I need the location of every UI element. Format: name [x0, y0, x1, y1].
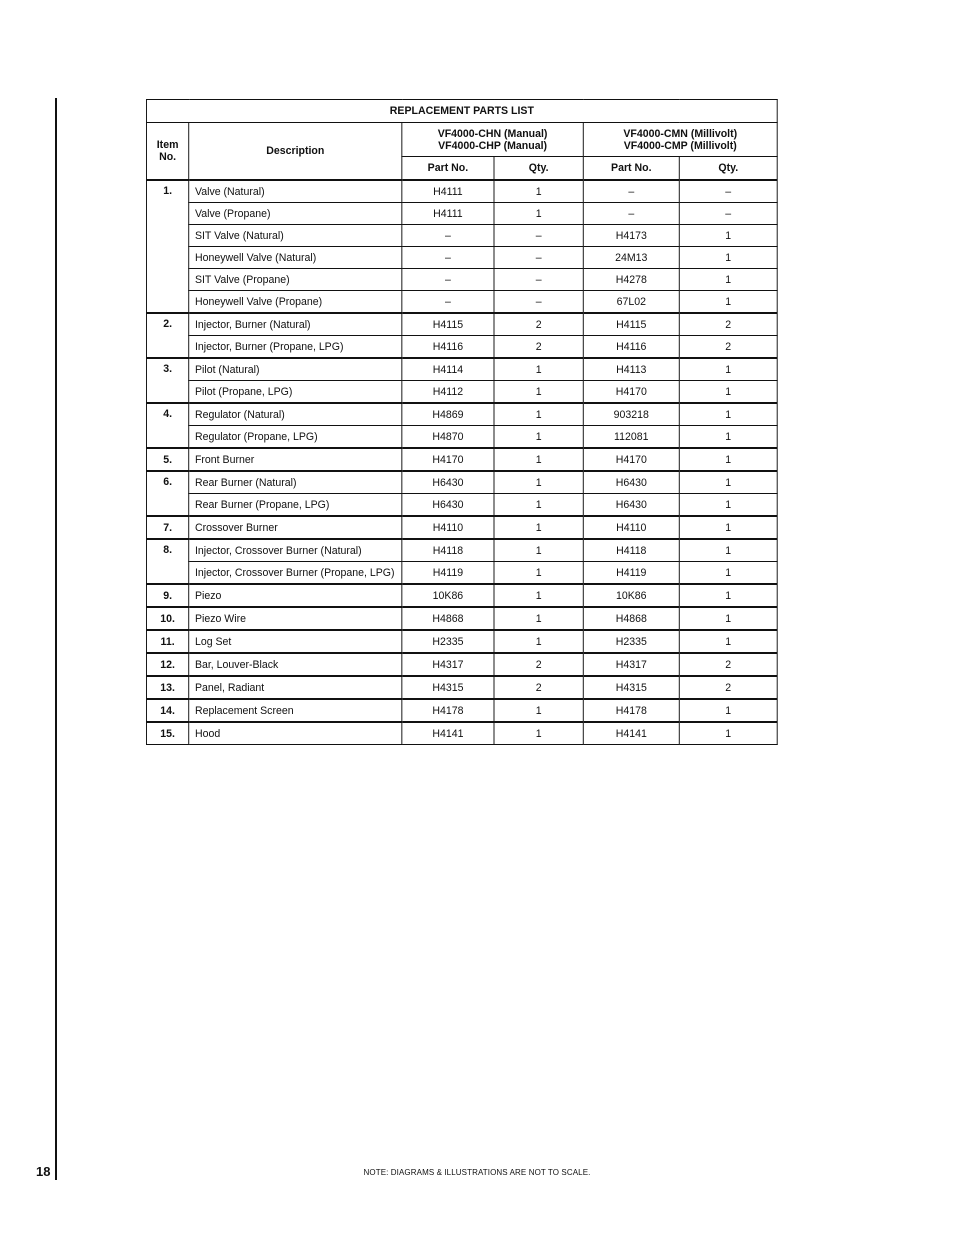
millivolt-qty: 2	[679, 336, 777, 359]
part-description: Bar, Louver-Black	[189, 653, 402, 676]
manual-part-no: H4110	[402, 516, 494, 539]
millivolt-qty: 1	[679, 699, 777, 722]
millivolt-part-no: H4116	[583, 336, 679, 359]
millivolt-qty: 1	[679, 516, 777, 539]
manual-qty: 1	[494, 539, 583, 562]
manual-part-no-header: Part No.	[402, 157, 494, 181]
item-number: 11.	[146, 630, 188, 653]
table-row	[146, 722, 777, 745]
item-number: 1.	[146, 180, 188, 313]
manual-part-no: H4178	[402, 699, 494, 722]
part-description: Front Burner	[189, 448, 402, 471]
millivolt-qty: 2	[679, 676, 777, 699]
manual-model-chn: VF4000-CHN (Manual)	[437, 127, 548, 140]
manual-part-no: H4870	[402, 426, 494, 449]
part-description: Honeywell Valve (Natural)	[189, 247, 402, 269]
item-number: 6.	[146, 471, 188, 516]
millivolt-part-no: H4119	[583, 562, 679, 585]
manual-part-no: H2335	[402, 630, 494, 653]
table-row	[146, 699, 777, 722]
millivolt-models-header	[583, 123, 777, 157]
manual-qty: 1	[494, 471, 583, 494]
table-row	[146, 539, 777, 562]
table-row	[146, 448, 777, 471]
manual-qty: –	[494, 291, 583, 314]
table-row	[146, 494, 777, 517]
item-number: 2.	[146, 313, 188, 358]
part-description: Crossover Burner	[189, 516, 402, 539]
table-row	[146, 607, 777, 630]
manual-qty: 1	[494, 516, 583, 539]
table-row	[146, 426, 777, 449]
millivolt-part-no-header: Part No.	[583, 157, 679, 181]
part-description: Injector, Crossover Burner (Natural)	[189, 539, 402, 562]
millivolt-part-no: H4317	[583, 653, 679, 676]
millivolt-part-no: H4278	[583, 269, 679, 291]
item-number: 14.	[146, 699, 188, 722]
part-description: Panel, Radiant	[189, 676, 402, 699]
parts-table-body	[146, 180, 777, 745]
millivolt-qty: 1	[679, 471, 777, 494]
manual-qty: 1	[494, 699, 583, 722]
item-number: 15.	[146, 722, 188, 745]
part-description: SIT Valve (Natural)	[189, 225, 402, 247]
table-row	[146, 180, 777, 203]
table-row	[146, 313, 777, 336]
item-number: 10.	[146, 607, 188, 630]
manual-part-no: H4317	[402, 653, 494, 676]
manual-part-no: H4868	[402, 607, 494, 630]
table-title: REPLACEMENT PARTS LIST	[146, 100, 777, 123]
table-row	[146, 403, 777, 426]
item-number: 3.	[146, 358, 188, 403]
millivolt-part-no: –	[583, 180, 679, 203]
part-description: Piezo	[189, 584, 402, 607]
manual-qty: 1	[494, 630, 583, 653]
manual-qty: 2	[494, 313, 583, 336]
manual-qty: –	[494, 225, 583, 247]
millivolt-qty: 1	[679, 358, 777, 381]
manual-part-no: –	[402, 291, 494, 314]
millivolt-part-no: 67L02	[583, 291, 679, 314]
millivolt-qty: 1	[679, 426, 777, 449]
millivolt-qty: –	[679, 203, 777, 225]
item-number: 4.	[146, 403, 188, 448]
part-description: Valve (Propane)	[189, 203, 402, 225]
manual-qty: 1	[494, 722, 583, 745]
millivolt-part-no: H4110	[583, 516, 679, 539]
millivolt-qty: 1	[679, 448, 777, 471]
manual-part-no: H4111	[402, 203, 494, 225]
table-row	[146, 584, 777, 607]
manual-part-no: 10K86	[402, 584, 494, 607]
manual-part-no: H4112	[402, 381, 494, 404]
table-row	[146, 269, 777, 291]
manual-part-no: H4869	[402, 403, 494, 426]
millivolt-part-no: H4141	[583, 722, 679, 745]
manual-part-no: H4170	[402, 448, 494, 471]
part-description: Honeywell Valve (Propane)	[189, 291, 402, 314]
millivolt-qty-header: Qty.	[679, 157, 777, 181]
manual-qty: 1	[494, 607, 583, 630]
table-row	[146, 653, 777, 676]
manual-qty: 1	[494, 381, 583, 404]
manual-part-no: H4115	[402, 313, 494, 336]
manual-part-no: H4114	[402, 358, 494, 381]
millivolt-part-no: H4173	[583, 225, 679, 247]
millivolt-qty: 1	[679, 584, 777, 607]
millivolt-part-no: H2335	[583, 630, 679, 653]
part-description: Hood	[189, 722, 402, 745]
millivolt-qty: 1	[679, 630, 777, 653]
item-number: 9.	[146, 584, 188, 607]
manual-part-no: H4315	[402, 676, 494, 699]
item-number: 5.	[146, 448, 188, 471]
item-number: 7.	[146, 516, 188, 539]
part-description: Log Set	[189, 630, 402, 653]
millivolt-qty: 1	[679, 247, 777, 269]
millivolt-part-no: H4868	[583, 607, 679, 630]
manual-qty: 1	[494, 494, 583, 517]
millivolt-qty: 1	[679, 225, 777, 247]
millivolt-part-no: H4178	[583, 699, 679, 722]
manual-qty: 1	[494, 584, 583, 607]
millivolt-qty: 1	[679, 722, 777, 745]
manual-qty: 1	[494, 358, 583, 381]
part-description: Replacement Screen	[189, 699, 402, 722]
description-header: Description	[189, 123, 402, 181]
part-description: Pilot (Natural)	[189, 358, 402, 381]
millivolt-qty: 1	[679, 269, 777, 291]
manual-qty: –	[494, 247, 583, 269]
item-number: 12.	[146, 653, 188, 676]
millivolt-qty: 1	[679, 607, 777, 630]
millivolt-part-no: 10K86	[583, 584, 679, 607]
manual-qty: 1	[494, 426, 583, 449]
table-row	[146, 336, 777, 359]
table-row	[146, 381, 777, 404]
millivolt-qty: –	[679, 180, 777, 203]
manual-qty: 1	[494, 203, 583, 225]
manual-part-no: H4119	[402, 562, 494, 585]
millivolt-qty: 2	[679, 653, 777, 676]
millivolt-qty: 1	[679, 291, 777, 314]
part-description: Valve (Natural)	[189, 180, 402, 203]
part-description: Rear Burner (Propane, LPG)	[189, 494, 402, 517]
item-number: 8.	[146, 539, 188, 584]
table-row	[146, 203, 777, 225]
millivolt-model-cmn: VF4000-CMN (Millivolt)	[623, 127, 738, 140]
manual-qty: 1	[494, 180, 583, 203]
table-row	[146, 562, 777, 585]
manual-part-no: H6430	[402, 471, 494, 494]
table-row	[146, 247, 777, 269]
part-description: Rear Burner (Natural)	[189, 471, 402, 494]
table-row	[146, 225, 777, 247]
manual-part-no: –	[402, 225, 494, 247]
manual-qty-header: Qty.	[494, 157, 583, 181]
part-description: Injector, Crossover Burner (Propane, LPG)	[189, 562, 402, 585]
part-description: Injector, Burner (Natural)	[189, 313, 402, 336]
manual-part-no: H4111	[402, 180, 494, 203]
table-row	[146, 676, 777, 699]
millivolt-part-no: H4118	[583, 539, 679, 562]
table-row	[146, 291, 777, 314]
millivolt-part-no: –	[583, 203, 679, 225]
manual-part-no: H4141	[402, 722, 494, 745]
part-description: Pilot (Propane, LPG)	[189, 381, 402, 404]
millivolt-part-no: H6430	[583, 471, 679, 494]
millivolt-qty: 1	[679, 562, 777, 585]
millivolt-part-no: H4170	[583, 381, 679, 404]
manual-qty: 1	[494, 403, 583, 426]
item-number: 13.	[146, 676, 188, 699]
margin-rule	[55, 98, 57, 1180]
footer-note: NOTE: DIAGRAMS & ILLUSTRATIONS ARE NOT TO SCALE.	[363, 1168, 591, 1177]
millivolt-qty: 1	[679, 494, 777, 517]
millivolt-part-no: H4113	[583, 358, 679, 381]
millivolt-part-no: 903218	[583, 403, 679, 426]
replacement-parts-table	[146, 99, 778, 745]
manual-part-no: –	[402, 269, 494, 291]
manual-model-chp: VF4000-CHP (Manual)	[438, 139, 548, 152]
millivolt-model-cmp: VF4000-CMP (Millivolt)	[623, 139, 737, 152]
page-number: 18	[36, 1164, 51, 1179]
part-description: Regulator (Propane, LPG)	[189, 426, 402, 449]
part-description: Injector, Burner (Propane, LPG)	[189, 336, 402, 359]
table-row	[146, 358, 777, 381]
millivolt-qty: 1	[679, 403, 777, 426]
manual-part-no: H4116	[402, 336, 494, 359]
table-row	[146, 516, 777, 539]
table-row	[146, 471, 777, 494]
part-description: Piezo Wire	[189, 607, 402, 630]
manual-qty: 1	[494, 562, 583, 585]
millivolt-part-no: 24M13	[583, 247, 679, 269]
millivolt-part-no: H4115	[583, 313, 679, 336]
millivolt-part-no: 112081	[583, 426, 679, 449]
manual-qty: 2	[494, 336, 583, 359]
millivolt-qty: 2	[679, 313, 777, 336]
millivolt-qty: 1	[679, 381, 777, 404]
millivolt-qty: 1	[679, 539, 777, 562]
manual-qty: –	[494, 269, 583, 291]
part-description: Regulator (Natural)	[189, 403, 402, 426]
manual-part-no: H6430	[402, 494, 494, 517]
table-row	[146, 630, 777, 653]
item-no-header: Item No.	[146, 123, 188, 181]
millivolt-part-no: H4315	[583, 676, 679, 699]
manual-part-no: –	[402, 247, 494, 269]
manual-part-no: H4118	[402, 539, 494, 562]
millivolt-part-no: H6430	[583, 494, 679, 517]
manual-models-header	[402, 123, 583, 157]
part-description: SIT Valve (Propane)	[189, 269, 402, 291]
manual-qty: 2	[494, 653, 583, 676]
millivolt-part-no: H4170	[583, 448, 679, 471]
manual-qty: 1	[494, 448, 583, 471]
manual-qty: 2	[494, 676, 583, 699]
